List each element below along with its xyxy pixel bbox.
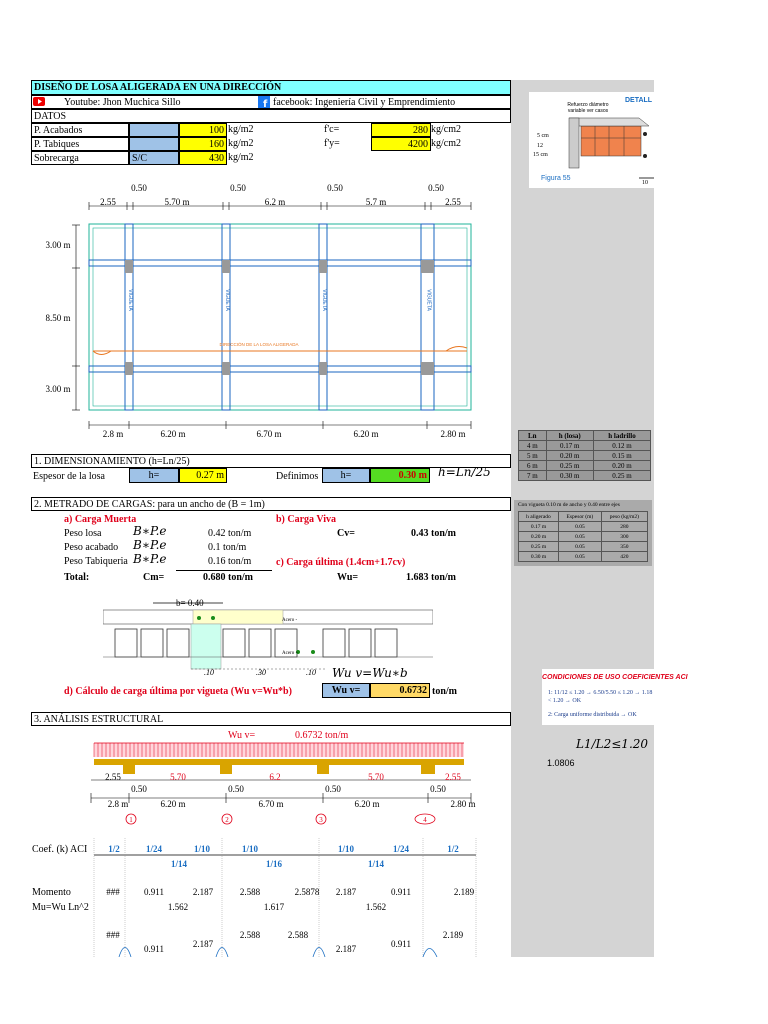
carga-viva-label: b) Carga Viva bbox=[276, 514, 336, 525]
bottom-dim-label: 6.70 m bbox=[256, 429, 282, 439]
metrado-row-label: Peso Tabiqueria bbox=[64, 556, 128, 567]
table-row bbox=[519, 451, 651, 461]
column bbox=[421, 362, 434, 375]
weight-cell: 300 bbox=[601, 532, 647, 542]
table-row bbox=[519, 471, 651, 481]
node-label: 4 bbox=[423, 816, 427, 824]
datos-label: P. Acabados bbox=[31, 123, 129, 137]
dim-010b: .10 bbox=[306, 668, 316, 677]
horizontal-beam bbox=[89, 366, 471, 372]
support-width-label: 0.50 bbox=[430, 784, 446, 794]
datos-sc bbox=[129, 137, 179, 151]
wuv-cell-value: 0.6732 bbox=[370, 683, 430, 698]
aci-conditions bbox=[542, 669, 688, 725]
clear-span-label: 6.20 m bbox=[160, 799, 186, 809]
vertical-beam bbox=[125, 224, 133, 410]
weight-cell: 420 bbox=[601, 552, 647, 562]
vertical-beam bbox=[222, 224, 230, 410]
beam-support bbox=[317, 765, 329, 774]
weight-cell: 0.20 m bbox=[519, 532, 559, 542]
total-label: Total: bbox=[64, 572, 90, 583]
moment-label: Momento bbox=[32, 887, 71, 898]
span-label: 5.70 bbox=[170, 772, 186, 782]
wu-label: Wu= bbox=[337, 572, 359, 583]
weight-cell: 0.05 bbox=[558, 522, 601, 532]
weight-header: peso (kg/m2) bbox=[601, 512, 647, 522]
wu-value: 1.683 ton/m bbox=[406, 572, 456, 583]
top-width-label: 0.50 bbox=[327, 183, 343, 193]
cm-value: 0.680 ton/m bbox=[203, 572, 253, 583]
beam-analysis bbox=[31, 740, 511, 957]
top-span-label: 5.7 m bbox=[365, 197, 387, 207]
vertical-beam bbox=[319, 224, 327, 410]
column bbox=[421, 260, 434, 273]
carga-ultima-label: c) Carga última (1.4cm+1.7cv) bbox=[276, 557, 406, 568]
thickness-cell: 0.15 m bbox=[593, 451, 650, 461]
top-width-label: 0.50 bbox=[428, 183, 444, 193]
column bbox=[319, 260, 327, 273]
clear-span-label: 2.8 m bbox=[107, 799, 129, 809]
span-label: 5.70 bbox=[368, 772, 384, 782]
detail-label: DETALL bbox=[625, 97, 653, 104]
moment-mid: 1.562 bbox=[167, 902, 189, 912]
column bbox=[125, 362, 133, 375]
thickness-table bbox=[518, 430, 651, 481]
h-formula: h=Ln/25 bbox=[438, 465, 491, 479]
weight-cell: 0.05 bbox=[558, 552, 601, 562]
beam bbox=[94, 759, 464, 765]
dim-010a: .10 bbox=[204, 668, 214, 677]
vertical-beam bbox=[421, 224, 434, 410]
vig-label: d) Cálculo de carga última por vigueta (Wu v=Wu*b) bbox=[64, 686, 292, 697]
support-width-label: 0.50 bbox=[228, 784, 244, 794]
direction-label: DIRECCIÓN DE LA LOSA ALIGERADA bbox=[219, 342, 299, 347]
moment-top: 2.187 bbox=[192, 887, 214, 897]
weight-panel bbox=[514, 500, 652, 566]
bottom-dim-label: 6.20 m bbox=[160, 429, 186, 439]
moment-top: 2.5878 bbox=[294, 887, 320, 897]
distributed-load bbox=[94, 743, 464, 757]
thickness-cell: 0.25 m bbox=[593, 471, 650, 481]
thickness-cell: 4 m bbox=[519, 441, 547, 451]
diagram-bottom-label: 0.911 bbox=[144, 944, 164, 954]
coef-top: 1/10 bbox=[337, 844, 355, 854]
dim-030: .30 bbox=[256, 668, 266, 677]
beam-support bbox=[220, 765, 232, 774]
thickness-cell: 0.20 m bbox=[546, 451, 593, 461]
moment-mid: 1.562 bbox=[365, 902, 387, 912]
weight-cell: 0.05 bbox=[558, 532, 601, 542]
node-label: 3 bbox=[319, 816, 323, 824]
weight-header: h aligerado bbox=[519, 512, 559, 522]
slab-outline bbox=[89, 224, 471, 410]
metrado-formula: B∗P.e bbox=[133, 538, 167, 552]
direction-arc bbox=[93, 351, 111, 355]
vigueta-label: VIGUETA bbox=[127, 289, 133, 311]
coef-mid: 1/14 bbox=[367, 859, 385, 869]
datos-title: DATOS bbox=[31, 109, 511, 123]
coef-top: 1/2 bbox=[108, 844, 120, 854]
thickness-cell: 0.25 m bbox=[546, 461, 593, 471]
sheet-title: DISEÑO DE LOSA ALIGERADA EN UNA DIRECCIÓN bbox=[31, 80, 511, 95]
h-calc-value: 0.27 m bbox=[179, 468, 227, 483]
cv-value: 0.43 ton/m bbox=[411, 528, 456, 539]
wuv-cell-unit: ton/m bbox=[432, 686, 457, 697]
datos-unit: kg/m2 bbox=[228, 124, 254, 135]
moment-formula-label: Mu=Wu Ln^2 bbox=[32, 902, 89, 913]
span-label: 2.55 bbox=[105, 772, 121, 782]
datos-value: 160 bbox=[179, 137, 227, 151]
top-span-label: 5.70 m bbox=[164, 197, 190, 207]
table-row bbox=[519, 532, 648, 542]
metrado-row-value: 0.16 ton/m bbox=[208, 556, 252, 567]
wuv-formula: Wu v=Wu∗b bbox=[332, 666, 408, 680]
coef-mid: 1/14 bbox=[170, 859, 188, 869]
weight-cell: 0.30 m bbox=[519, 552, 559, 562]
bottom-dim-label: 2.8 m bbox=[102, 429, 124, 439]
h-label-1: h= bbox=[129, 468, 179, 483]
datos-label: P. Tabiques bbox=[31, 137, 129, 151]
left-dim-label: 3.00 m bbox=[45, 240, 71, 250]
datos-sc bbox=[129, 123, 179, 137]
dim-12: 12 bbox=[537, 143, 543, 149]
acero-neg-label: Acero - bbox=[282, 618, 298, 623]
bottom-dim-label: 2.80 m bbox=[440, 429, 466, 439]
facebook-icon bbox=[258, 96, 270, 108]
beam-support bbox=[123, 765, 135, 774]
ratio-formula: L1/L2≤1.20 bbox=[576, 737, 649, 751]
support-width-label: 0.50 bbox=[131, 784, 147, 794]
column bbox=[319, 362, 327, 375]
clear-span-label: 6.70 m bbox=[258, 799, 284, 809]
moment-top: 2.588 bbox=[239, 887, 261, 897]
weight-cell: 0.05 bbox=[558, 542, 601, 552]
moment-top: 2.187 bbox=[335, 887, 357, 897]
thickness-cell: 0.12 m bbox=[593, 441, 650, 451]
wuv-cell-label: Wu v= bbox=[322, 683, 370, 698]
carga-muerta-label: a) Carga Muerta bbox=[64, 514, 137, 525]
top-width-label: 0.50 bbox=[230, 183, 246, 193]
left-dim-label: 8.50 m bbox=[45, 313, 71, 323]
metrado-formula: B∗P.e bbox=[133, 524, 167, 538]
moment-top: 0.911 bbox=[391, 887, 411, 897]
h-label-2: h= bbox=[322, 468, 370, 483]
detail-figure bbox=[529, 92, 655, 188]
figure-caption: Figura 55 bbox=[541, 175, 571, 182]
datos-value: 430 bbox=[179, 151, 227, 165]
ratio-value: 1.0806 bbox=[547, 758, 575, 768]
coef-label: Coef. (k) ACI bbox=[32, 844, 88, 855]
diagram-bottom-label: 0.911 bbox=[391, 939, 411, 949]
support-width-label: 0.50 bbox=[325, 784, 341, 794]
thickness-cell: 6 m bbox=[519, 461, 547, 471]
diagram-top-label: ### bbox=[106, 930, 120, 940]
top-width-label: 0.50 bbox=[131, 183, 147, 193]
thickness-header: h (losa) bbox=[546, 431, 593, 441]
datos-value: 100 bbox=[179, 123, 227, 137]
datos-pvalue: 280 bbox=[371, 123, 431, 137]
thickness-cell: 7 m bbox=[519, 471, 547, 481]
aci-title: CONDICIONES DE USO COEFICIENTES ACI bbox=[542, 674, 688, 681]
definimos-label: Definimos bbox=[276, 471, 319, 482]
thickness-cell: 0.20 m bbox=[593, 461, 650, 471]
detail-10: 10 bbox=[642, 180, 648, 186]
youtube-icon bbox=[33, 97, 45, 106]
acero-pos-label: Acero + bbox=[282, 651, 299, 656]
beam-support bbox=[421, 765, 435, 774]
moment-top: 0.911 bbox=[144, 887, 164, 897]
clear-span-label: 2.80 m bbox=[450, 799, 476, 809]
table-row bbox=[519, 552, 648, 562]
top-span-label: 2.55 bbox=[100, 197, 116, 207]
left-dim-label: 3.00 m bbox=[45, 384, 71, 394]
moment-top: ### bbox=[106, 887, 120, 897]
column bbox=[125, 260, 133, 273]
thickness-cell: 5 m bbox=[519, 451, 547, 461]
top-span-label: 2.55 bbox=[445, 197, 461, 207]
node-label: 1 bbox=[129, 816, 133, 824]
moment-top: 2.189 bbox=[453, 887, 475, 897]
datos-sc: S/C bbox=[129, 151, 179, 165]
table-row bbox=[519, 542, 648, 552]
datos-pvalue: 4200 bbox=[371, 137, 431, 151]
table-row bbox=[519, 522, 648, 532]
aci-cond-2: 2: Carga uniforme distribuida → OK bbox=[548, 712, 637, 718]
analisis-title: 3. ANÁLISIS ESTRUCTURAL bbox=[31, 712, 511, 726]
thickness-header: Ln bbox=[519, 431, 547, 441]
refuerzo-note: Refuerzo diámetro variable ver casos bbox=[567, 102, 609, 114]
youtube-label: Youtube: Jhon Muchica Sillo bbox=[64, 97, 181, 108]
diagram-top-label: 2.588 bbox=[287, 930, 309, 940]
weight-cell: 0.25 m bbox=[519, 542, 559, 552]
weight-cell: 350 bbox=[601, 542, 647, 552]
weight-header: Espesor (m) bbox=[558, 512, 601, 522]
metrado-title: 2. METRADO DE CARGAS: para un ancho de (B = 1m) bbox=[31, 497, 511, 511]
weight-table bbox=[518, 511, 648, 562]
datos-punit: kg/cm2 bbox=[431, 124, 461, 135]
espesor-label: Espesor de la losa bbox=[33, 471, 105, 482]
table-row bbox=[519, 441, 651, 451]
column bbox=[222, 260, 230, 273]
diagram-top-label: 2.588 bbox=[239, 930, 261, 940]
metrado-row-value: 0.42 ton/m bbox=[208, 528, 252, 539]
vigueta-label: VIGUETA bbox=[224, 289, 230, 311]
aci-cond-1: 1: 11/12 ≤ 1.20 → 6.50/5.50 ≤ 1.20 → 1.18 < 1.20 → OK bbox=[548, 690, 653, 704]
datos-label: Sobrecarga bbox=[31, 151, 129, 165]
clear-span-label: 6.20 m bbox=[354, 799, 380, 809]
diagram-bottom-label: 2.187 bbox=[335, 944, 357, 954]
weight-cell: 280 bbox=[601, 522, 647, 532]
dim-15cm: 15 cm bbox=[533, 152, 548, 158]
coef-mid: 1/16 bbox=[265, 859, 283, 869]
metrado-row-label: Peso acabado bbox=[64, 542, 119, 553]
load-wuv-value: 0.6732 ton/m bbox=[295, 730, 349, 741]
diagram-top-label: 2.189 bbox=[442, 930, 464, 940]
thickness-cell: 0.30 m bbox=[546, 471, 593, 481]
datos-param: f'y= bbox=[324, 138, 340, 149]
b-label: b= 0.40 bbox=[176, 598, 204, 608]
slab-inner bbox=[93, 228, 467, 406]
facebook-label: facebook: Ingeniería Civil y Emprendimiento bbox=[273, 97, 456, 108]
cm-label: Cm= bbox=[143, 572, 165, 583]
cv-label: Cv= bbox=[337, 528, 355, 539]
h-defined-value: 0.30 m bbox=[370, 468, 430, 483]
floor-plan bbox=[31, 180, 511, 445]
moment-curve bbox=[423, 949, 437, 958]
coef-top: 1/10 bbox=[241, 844, 259, 854]
coef-top: 1/24 bbox=[145, 844, 163, 854]
load-wuv-label: Wu v= bbox=[228, 730, 256, 741]
datos-unit: kg/m2 bbox=[228, 138, 254, 149]
span-label: 6.2 bbox=[269, 772, 281, 782]
node-label: 2 bbox=[225, 816, 229, 824]
table-row bbox=[519, 461, 651, 471]
datos-unit: kg/m2 bbox=[228, 152, 254, 163]
moment-mid: 1.617 bbox=[263, 902, 285, 912]
coef-top: 1/24 bbox=[392, 844, 410, 854]
vigueta-label: VIGUETA bbox=[425, 289, 432, 311]
dim-5cm: 5 cm bbox=[537, 133, 549, 139]
thickness-cell: 0.17 m bbox=[546, 441, 593, 451]
top-span-label: 6.2 m bbox=[264, 197, 286, 207]
span-label: 2.55 bbox=[445, 772, 461, 782]
weight-cell: 0.17 m bbox=[519, 522, 559, 532]
datos-param: f'c= bbox=[324, 124, 340, 135]
direction-arc bbox=[446, 347, 467, 351]
metrado-row-value: 0.1 ton/m bbox=[208, 542, 247, 553]
metrado-formula: B∗P.e bbox=[133, 552, 167, 566]
datos-punit: kg/cm2 bbox=[431, 138, 461, 149]
thickness-header: h ladrillo bbox=[593, 431, 650, 441]
column bbox=[222, 362, 230, 375]
coef-top: 1/10 bbox=[193, 844, 211, 854]
vigueta-label: VIGUETA bbox=[321, 289, 327, 311]
horizontal-beam bbox=[89, 260, 471, 266]
bottom-dim-label: 6.20 m bbox=[353, 429, 379, 439]
diagram-bottom-label: 2.187 bbox=[192, 939, 214, 949]
dim-title: 1. DIMENSIONAMIENTO (h=Ln/25) bbox=[31, 454, 511, 468]
metrado-row-label: Peso losa bbox=[64, 528, 102, 539]
coef-top: 1/2 bbox=[447, 844, 459, 854]
svg-text:f: f bbox=[263, 99, 268, 108]
weight-caption: Con vigueta 0.10 m de ancho y 0.40 entre ejes bbox=[518, 502, 620, 508]
